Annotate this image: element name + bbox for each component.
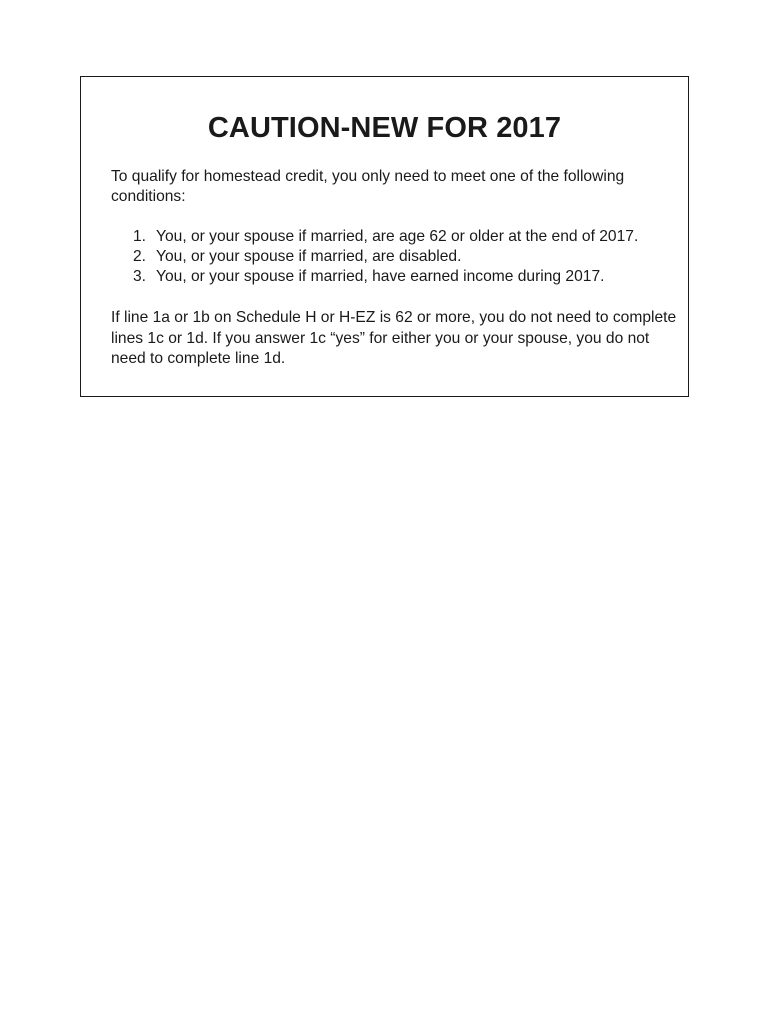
condition-number: 2. bbox=[133, 248, 147, 265]
conditions-list bbox=[133, 227, 638, 287]
condition-number: 1. bbox=[133, 228, 147, 245]
condition-number: 3. bbox=[133, 268, 147, 285]
condition-text: You, or your spouse if married, are age 62 or older at the end of 2017. bbox=[156, 228, 639, 245]
qualification-intro: To qualify for homestead credit, you only need to meet one of the following conditions: bbox=[111, 168, 625, 205]
schedule-h-note: If line 1a or 1b on Schedule H or H-EZ is 62 or more, you do not need to complete lines 1c or 1d. If you answer 1c “yes” for either you or your spouse, you do not need to complete line 1d. bbox=[111, 309, 677, 367]
condition-text: You, or your spouse if married, are disabled. bbox=[156, 248, 462, 265]
caution-title: CAUTION-NEW FOR 2017 bbox=[207, 112, 562, 144]
condition-item bbox=[133, 247, 638, 267]
condition-item bbox=[133, 227, 638, 247]
caution-notice-box bbox=[80, 76, 689, 397]
condition-text: You, or your spouse if married, have earned income during 2017. bbox=[156, 268, 605, 285]
condition-item bbox=[133, 267, 638, 287]
